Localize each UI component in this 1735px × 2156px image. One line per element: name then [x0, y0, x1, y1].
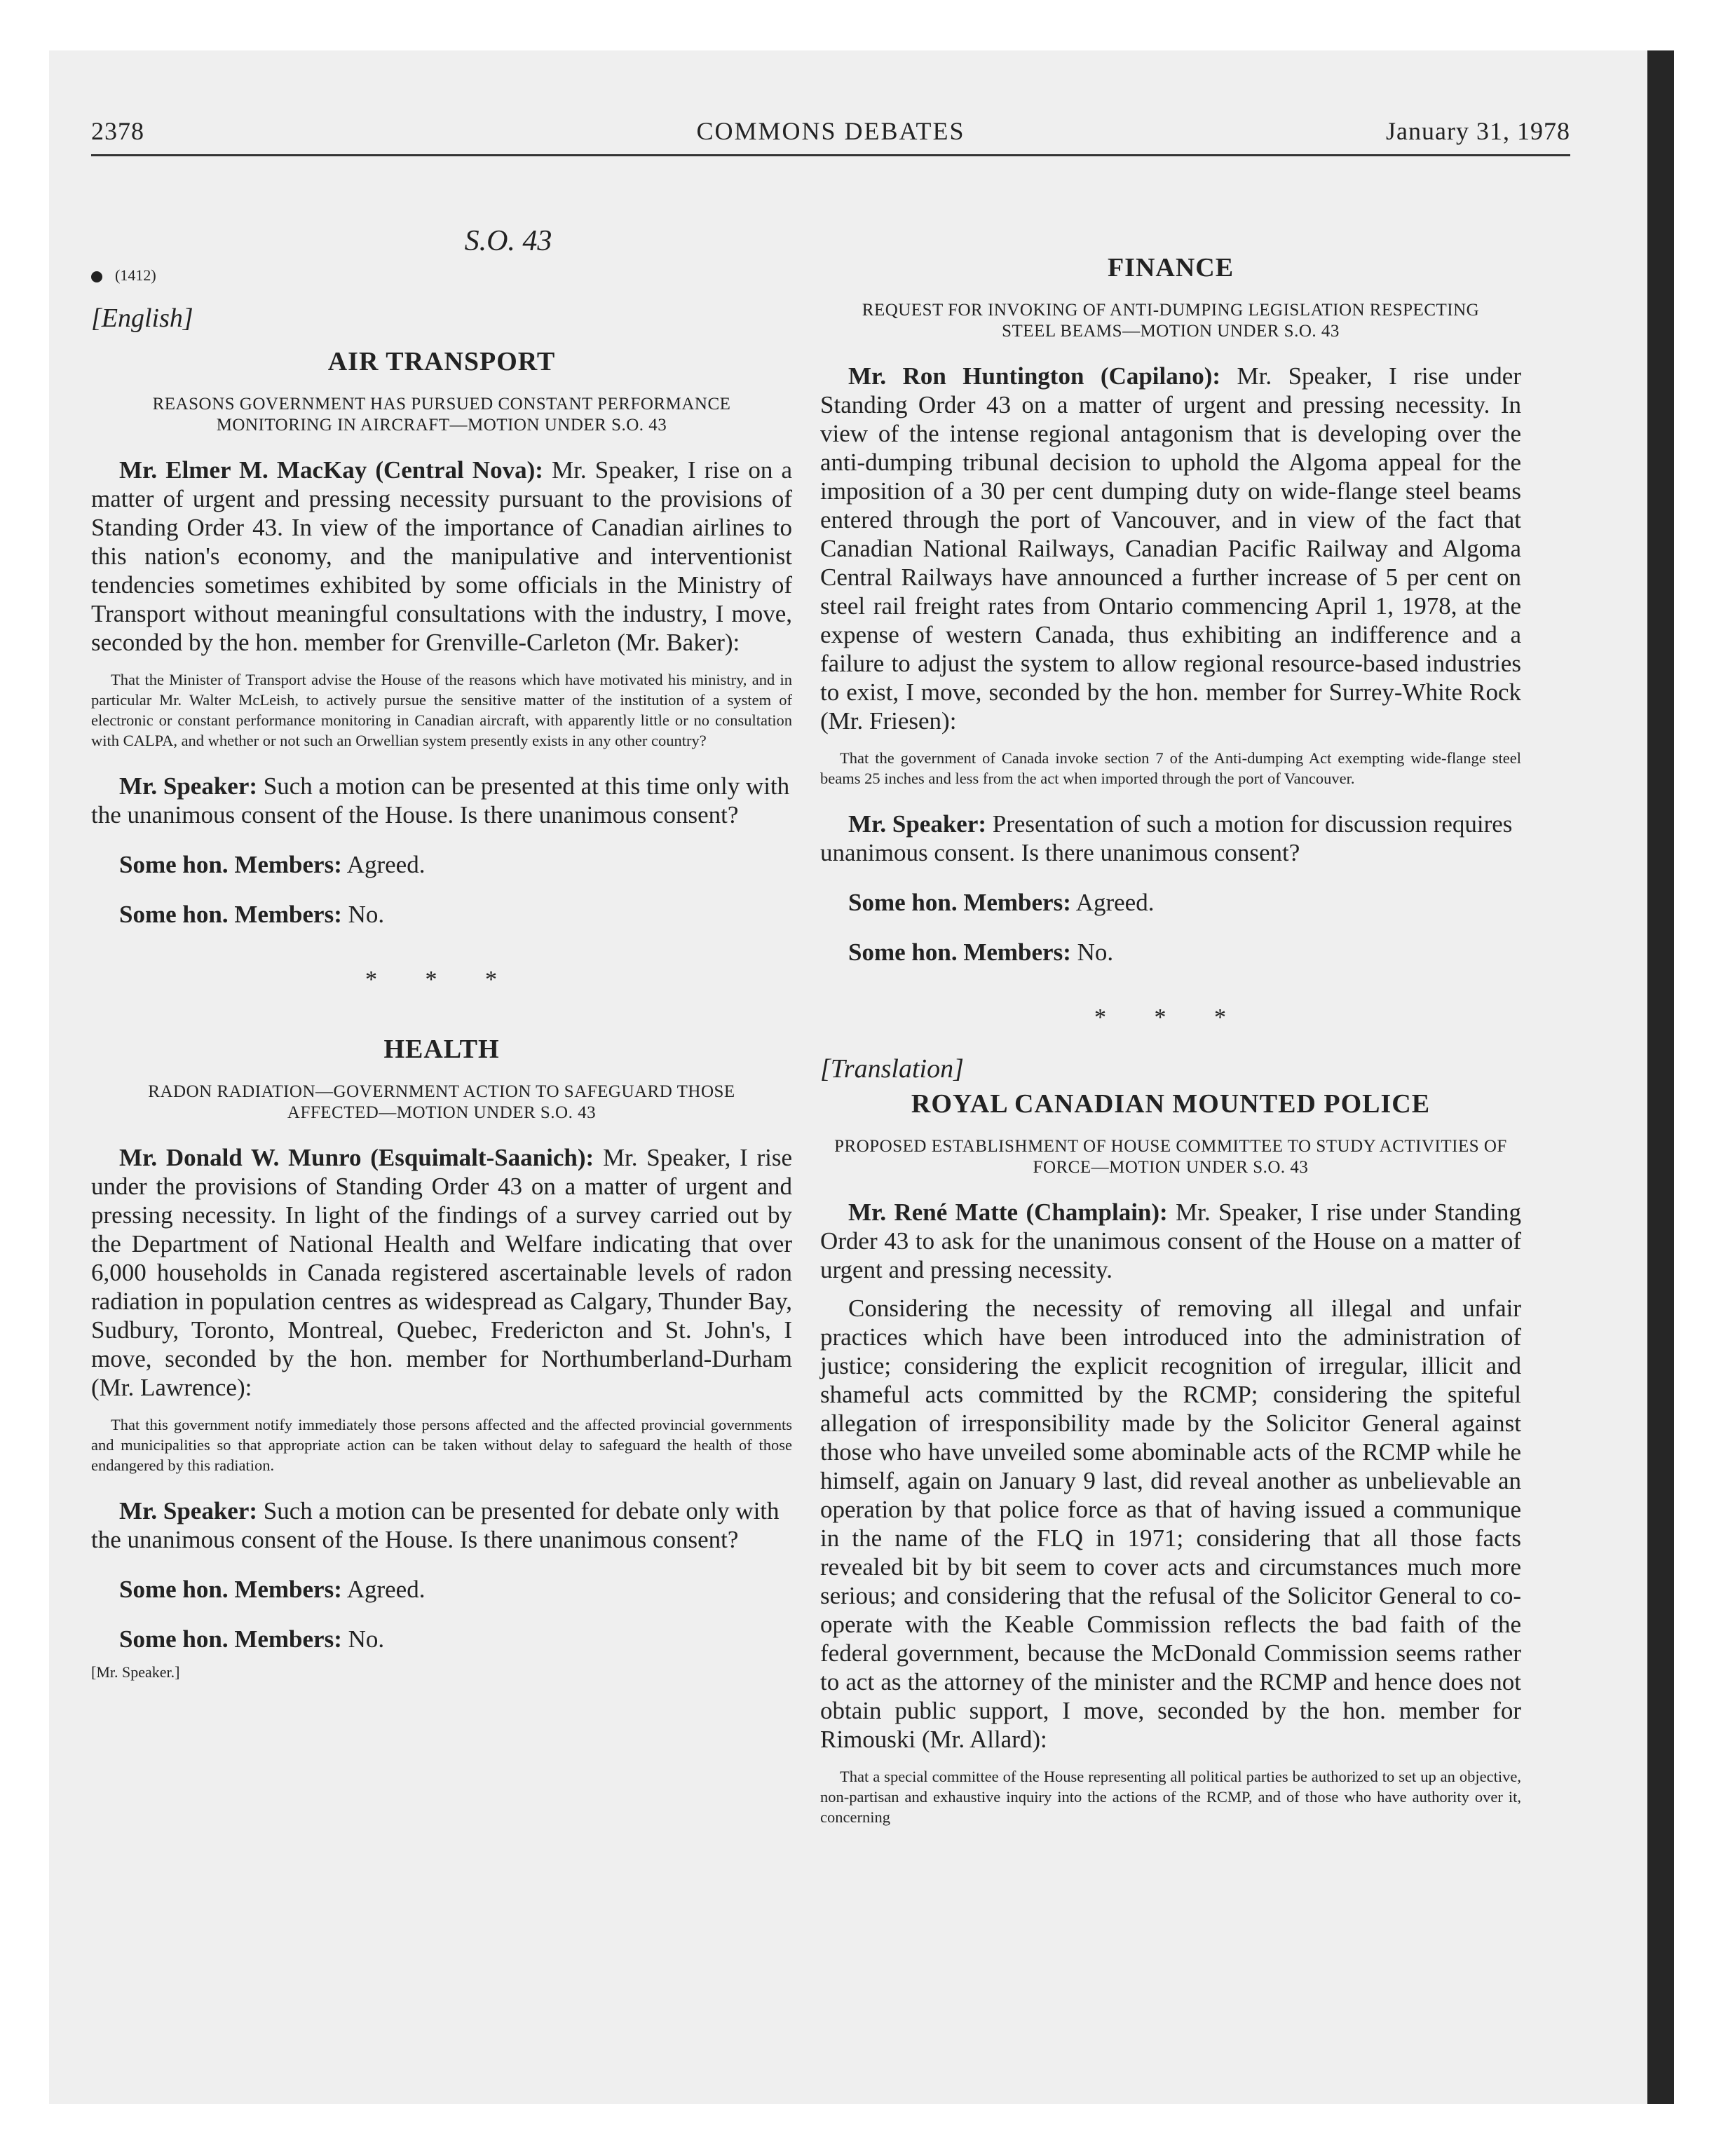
right-column: [820, 168, 1521, 1827]
speaker-name: Mr. Elmer M. MacKay (Central Nova):: [119, 456, 543, 484]
time-stamp: (1412): [91, 266, 792, 285]
section-separator: * * *: [365, 967, 518, 992]
speech-paragraph: Some hon. Members: No.: [119, 1625, 385, 1653]
speaker-name: Some hon. Members:: [119, 851, 342, 878]
section-separator: * * *: [1094, 1004, 1247, 1030]
speech-paragraph: Mr. Elmer M. MacKay (Central Nova): Mr. Speaker, I rise on a matter of urgent and pressing necessity pursuant to the provisions of Standing Order 43. In view of the importance of Canadian airlines to this nation's economy, and the manipulative and interventionist tendencies sometimes exhibited by some officials in the Ministry of Transport without meaningful consultations with the industry, I move, seconded by the hon. member for Grenville-Carleton (Mr. Baker):: [91, 456, 792, 656]
subheading: REASONS GOVERNMENT HAS PURSUED CONSTANT PERFORMANCE MONITORING IN AIRCRAFT—MOTION UNDER S.O. 43: [152, 395, 731, 435]
speech-paragraph: Mr. Speaker: Such a motion can be presented at this time only with the unanimous consent of the House. Is there unanimous consent?: [91, 772, 790, 828]
continuation-note: [Mr. Speaker.]: [91, 1663, 180, 1681]
subheading: REQUEST FOR INVOKING OF ANTI-DUMPING LEGISLATION RESPECTING STEEL BEAMS—MOTION UNDER S.O. 43: [862, 301, 1480, 341]
motion-text: That the Minister of Transport advise the House of the reasons which have motivated his ministry, and in particular Mr. Walter McLeish, to actively pursue the sensitive matter of the institution of a system of electronic or constant performance monitoring in Canadian aircraft, with apparently little or no consultation with CALPA, and whether or not such an Orwellian system presently exists in any other country?: [91, 671, 792, 749]
speech-paragraph: Some hon. Members: No.: [119, 901, 385, 928]
book-spine-shadow: [1647, 50, 1674, 2104]
speech-paragraph: Mr. René Matte (Champlain): Mr. Speaker, I rise under Standing Order 43 to ask for the unanimous consent of the House on a matter of urgent and pressing necessity.: [820, 1199, 1522, 1283]
speech-paragraph: Considering the necessity of removing all illegal and unfair practices which have been introduced into the administration of justice; considering the explicit recognition of irregular, illicit and shameful acts committed by the RCMP; considering the spiteful allegation of irresponsibility made by the Solicitor General against those who have unveiled some abominable acts of the RCMP while he himself, again on January 9 last, did reveal another as unbelievable an operation by that police force as that of having issued a communique in the name of the FLQ in 1971; considering that all those facts revealed bit by bit seem to cover acts and circumstances much more serious; and considering that the refusal of the Solicitor General to co-operate with the Keable Commission reflects the bad faith of the federal government, because the McDonald Commission seems rather to act as the attorney of the minister and the RCMP and hence does not obtain public support, I move, seconded by the hon. member for Rimouski (Mr. Allard):: [820, 1295, 1521, 1753]
motion-text: That the government of Canada invoke section 7 of the Anti-dumping Act exempting wide-flange steel beams 25 inches and less from the act when imported through the port of Vancouver.: [820, 749, 1521, 787]
speaker-name: Some hon. Members:: [119, 901, 342, 928]
language-tag: [Translation]: [820, 1054, 964, 1084]
speaker-name: Some hon. Members:: [848, 939, 1071, 966]
speech-paragraph: Some hon. Members: Agreed.: [848, 889, 1155, 916]
speech-paragraph: Mr. Speaker: Presentation of such a motion for discussion requires unanimous consent. Is there unanimous consent?: [820, 810, 1513, 866]
subject-heading: FINANCE: [1107, 253, 1234, 282]
publication-title: COMMONS DEBATES: [696, 117, 965, 145]
subject-heading: AIR TRANSPORT: [327, 347, 556, 376]
speaker-name: Mr. Donald W. Munro (Esquimalt-Saanich):: [119, 1144, 594, 1171]
bullet-dot-icon: [91, 271, 102, 282]
page-header: [91, 112, 1570, 156]
speaker-name: Mr. Speaker:: [848, 810, 987, 838]
speaker-name: Mr. Speaker:: [119, 772, 258, 800]
speech-paragraph: Some hon. Members: Agreed.: [119, 851, 426, 878]
speaker-name: Some hon. Members:: [119, 1625, 342, 1653]
speech-paragraph: Mr. Donald W. Munro (Esquimalt-Saanich): Mr. Speaker, I rise under the provisions of Standing Order 43 on a matter of urgent and pressing necessity. In light of the findings of a survey carried out by the Department of National Health and Welfare indicating that over 6,000 households in Canada registered ascertainable levels of radon radiation in population centres as widespread as Calgary, Thunder Bay, Sudbury, Toronto, Montreal, Quebec, Fredericton and St. John's, I move, seconded by the hon. member for Northumberland-Durham (Mr. Lawrence):: [91, 1144, 793, 1401]
speaker-name: Mr. Ron Huntington (Capilano):: [848, 362, 1221, 390]
speaker-name: Some hon. Members:: [119, 1576, 342, 1603]
speech-paragraph: Mr. Speaker: Such a motion can be presented for debate only with the unanimous consent of the House. Is there unanimous consent?: [91, 1497, 780, 1553]
page-number: 2378: [91, 117, 144, 145]
left-column: [91, 168, 792, 1681]
subheading: PROPOSED ESTABLISHMENT OF HOUSE COMMITTEE TO STUDY ACTIVITIES OF FORCE—MOTION UNDER S.O. 43: [834, 1137, 1507, 1177]
section-label: S.O. 43: [464, 225, 552, 257]
speaker-name: Mr. Speaker:: [119, 1497, 258, 1524]
language-tag: [English]: [91, 303, 193, 333]
speech-paragraph: Some hon. Members: No.: [848, 939, 1114, 966]
speaker-name: Mr. René Matte (Champlain):: [848, 1199, 1168, 1226]
subheading: RADON RADIATION—GOVERNMENT ACTION TO SAFEGUARD THOSE AFFECTED—MOTION UNDER S.O. 43: [148, 1082, 735, 1122]
motion-text: That this government notify immediately those persons affected and the affected provincial governments and municipalities so that appropriate action can be taken without delay to safeguard the health of those endangered by this radiation.: [91, 1416, 792, 1474]
subject-heading: HEALTH: [383, 1035, 500, 1064]
publication-date: January 31, 1978: [1386, 117, 1570, 145]
subject-heading: ROYAL CANADIAN MOUNTED POLICE: [911, 1089, 1431, 1119]
speaker-name: Some hon. Members:: [848, 889, 1071, 916]
speech-paragraph: Some hon. Members: Agreed.: [119, 1576, 426, 1603]
motion-text: That a special committee of the House representing all political parties be authorized to set up an objective, non-partisan and exhaustive inquiry into the actions of the RCMP, and of those who have authority over it, concerning: [820, 1768, 1521, 1826]
speech-paragraph: Mr. Ron Huntington (Capilano): Mr. Speaker, I rise under Standing Order 43 on a matter of urgent and pressing necessity. In view of the intense regional antagonism that is developing over the anti-dumping tribunal decision to uphold the Algoma appeal for the imposition of a 30 per cent dumping duty on wide-flange steel beams entered through the port of Vancouver, and in view of the fact that Canadian National Railways, Canadian Pacific Railway and Algoma Central Railways have announced a further increase of 5 per cent on steel rail freight rates from Ontario commencing April 1, 1978, at the expense of western Canada, thus exhibiting an indifference and a failure to adjust the system to allow regional resource-based industries to exist, I move, seconded by the hon. member for Surrey-White Rock (Mr. Friesen):: [820, 362, 1521, 735]
